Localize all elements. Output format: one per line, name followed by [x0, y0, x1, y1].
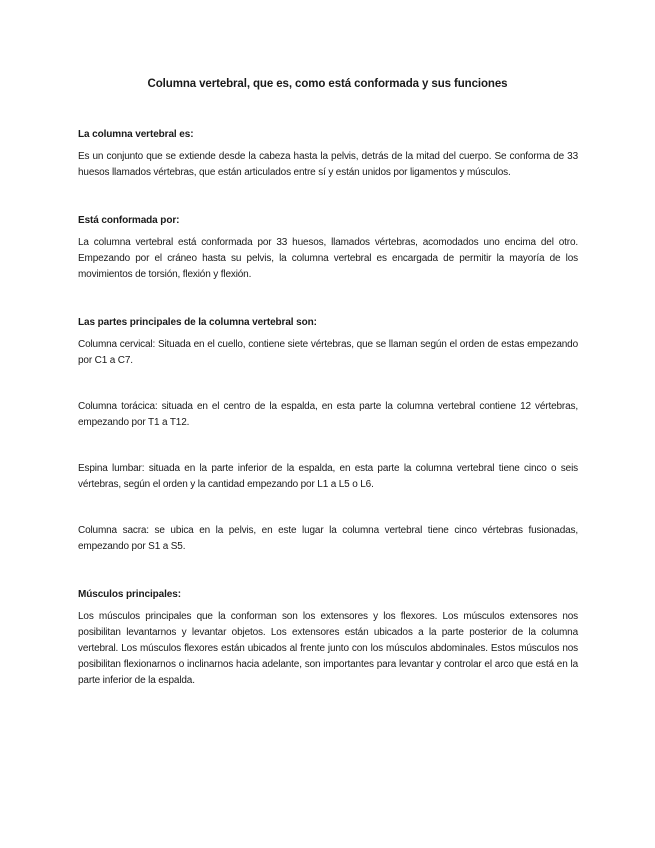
part-sacral: Columna sacra: se ubica en la pelvis, en este lugar la columna vertebral tiene cinco vértebras fusionadas, empezando por S1 a S5.: [78, 525, 578, 552]
section-heading: Está conformada por:: [78, 215, 180, 226]
section-muscles: [78, 587, 578, 689]
section-definition: [78, 127, 578, 181]
section-paragraph: Es un conjunto que se extiende desde la cabeza hasta la pelvis, detrás de la mitad del cuerpo. Se conforma de 33 huesos llamados vértebras, que están articulados entre sí y están unidos por ligamentos y músculos.: [78, 151, 578, 178]
document-body: [78, 127, 578, 689]
section-paragraph: La columna vertebral está conformada por 33 huesos, llamados vértebras, acomodados uno encima del otro. Empezando por el cráneo hasta su pelvis, la columna vertebral es encargada de permitir la mayoría de los movimientos de torsión, flexión y flexión.: [78, 237, 578, 280]
part-lumbar: Espina lumbar: situada en la parte inferior de la espalda, en esta parte la columna vertebral tiene cinco o seis vértebras, según el orden y la cantidad empezando por L1 a L5 o L6.: [78, 463, 578, 490]
part-cervical: Columna cervical: Situada en el cuello, contiene siete vértebras, que se llaman según el orden de estas empezando por C1 a C7.: [78, 339, 578, 366]
part-thoracic: Columna torácica: situada en el centro de la espalda, en esta parte la columna vertebral contiene 12 vértebras, empezando por T1 a T12.: [78, 401, 578, 428]
section-heading: La columna vertebral es:: [78, 129, 194, 140]
section-composition: [78, 213, 578, 283]
section-heading: Músculos principales:: [78, 589, 181, 600]
document-title: Columna vertebral, que es, como está conformada y sus funciones: [147, 78, 508, 90]
section-heading: Las partes principales de la columna vertebral son:: [78, 317, 317, 328]
section-main-parts: [78, 315, 578, 555]
section-paragraph: Los músculos principales que la conforman son los extensores y los flexores. Los músculos extensores nos posibilitan levantarnos y levantar objetos. Los extensores están ubicados a la parte posterior de la columna vertebral. Los músculos flexores están ubicados al frente junto con los músculos abdominales. Estos músculos nos posibilitan flexionarnos o inclinarnos hacia adelante, son importantes para levantar y controlar el arco que está en la parte inferior de la espalda.: [78, 611, 578, 686]
